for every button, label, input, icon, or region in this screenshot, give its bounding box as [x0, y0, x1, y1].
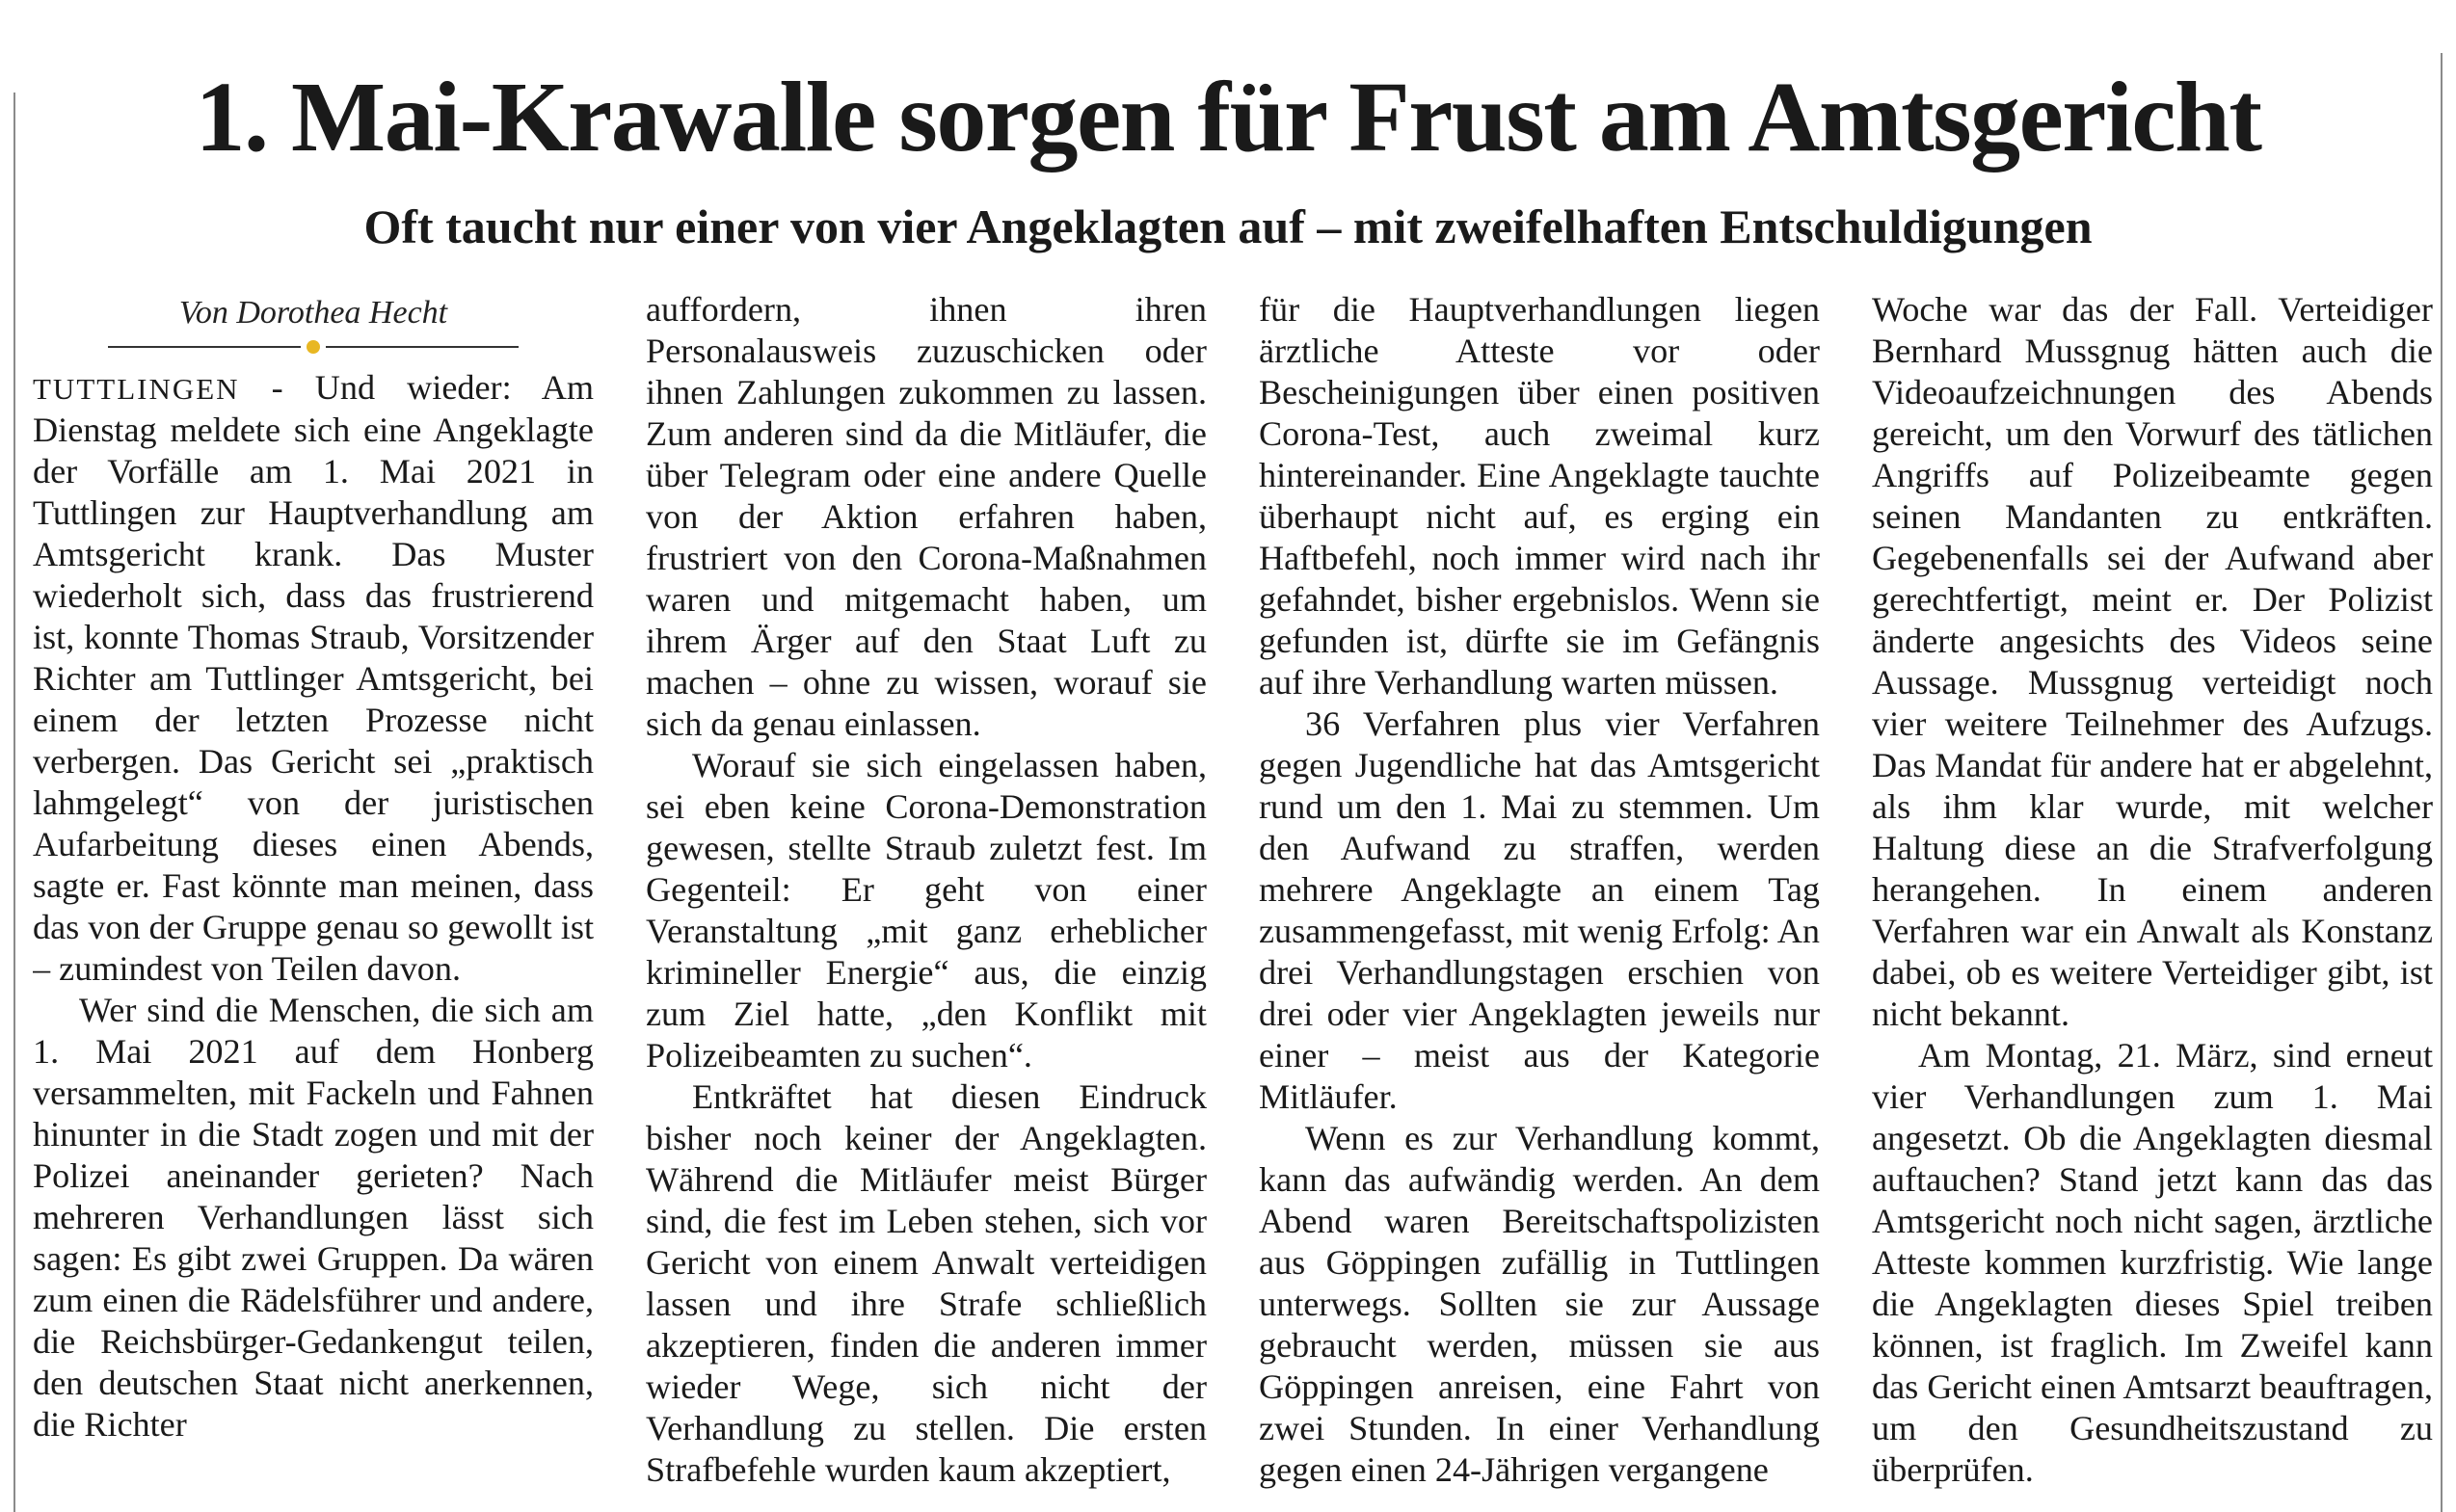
left-column-rule	[13, 93, 15, 1512]
byline-divider-left	[108, 346, 301, 348]
paragraph: Wer sind die Menschen, die sich am 1. Mai 2021 auf dem Honberg versammelten, mit Fackeln und Fahnen hinunter in die Stadt zogen und mit der Polizei aneinander gerieten? Nach mehreren Verhandlungen lässt sich sagen: Es gibt zwei Gruppen. Da wären zum einen die Rädelsführer und andere, die Reichsbürger-Gedankengut teilen, den deutschen Staat nicht anerkennen, die Richter	[33, 991, 594, 1444]
dateline: TUTTLINGEN	[33, 372, 240, 406]
paragraph: 36 Verfahren plus vier Verfahren gegen Jugendliche hat das Amtsgericht rund um den 1. Mai zu stemmen. Um den Aufwand zu straffen, werden mehrere Angeklagte an einem Tag zusammengefasst, mit wenig Erfolg: An drei Verhandlungstagen erschien von drei oder vier Angeklagten jeweils nur einer – meist aus der Kategorie Mitläufer.	[1259, 704, 1820, 1116]
byline: Von Dorothea Hecht	[178, 295, 448, 331]
paragraph-text: - Und wieder: Am Dienstag meldete sich eine Angeklagte der Vorfälle am 1. Mai 2021 in Tuttlingen zur Hauptverhandlung am Amtsgericht krank. Das Muster wiederholt sich, dass das frustrierend ist, konnte Thomas Straub, Vorsitzender Richter am Tuttlinger Amtsgericht, bei einem der letzten Prozesse nicht verbergen. Das Gericht sei „praktisch lahmgelegt“ von der juristischen Aufarbeitung dieses einen Abends, sagte er. Fast könnte man meinen, dass das von der Gruppe genau so gewollt ist – zumindest von Teilen davon.	[33, 368, 595, 988]
headline: 1. Mai-Krawalle sorgen für Frust am Amtsgericht	[195, 62, 2261, 172]
subheadline: Oft taucht nur einer von vier Angeklagten auf – mit zweifelhaften Entschuldigungen	[363, 199, 2093, 253]
paragraph: Worauf sie sich eingelassen haben, sei eben keine Corona-Demonstration gewesen, stellte Straub zuletzt fest. Im Gegenteil: Er geht von einer Veranstaltung „mit ganz erheblicher krimineller Energie“ aus, die einzig zum Ziel hatte, „den Konflikt mit Polizeibeamten zu suchen“.	[646, 746, 1207, 1074]
right-column-rule	[2441, 53, 2443, 1512]
column-2	[646, 289, 1207, 1512]
article-columns	[33, 289, 2433, 1512]
byline-divider	[33, 332, 594, 359]
paragraph: für die Hauptverhandlungen liegen ärztliche Atteste vor oder Bescheinigungen über einen positiven Corona-Test, auch zweimal kurz hintereinander. Eine Angeklagte tauchte überhaupt nicht auf, es erging ein Haftbefehl, noch immer wird nach ihr gefahndet, bisher ergebnislos. Wenn sie gefunden ist, dürfte sie im Gefängnis auf ihre Verhandlung warten müssen.	[1259, 290, 1820, 702]
paragraph: Woche war das der Fall. Verteidiger Bernhard Mussgnug hätten auch die Videoaufzeichnungen des Abends gereicht, um den Vorwurf des tätlichen Angriffs auf Polizeibeamte gegen seinen Mandanten zu entkräften. Gegebenenfalls sei der Aufwand aber gerechtfertigt, meint er. Der Polizist änderte angesichts des Videos seine Aussage. Mussgnug verteidigt noch vier weitere Teilnehmer des Aufzugs. Das Mandat für andere hat er abgelehnt, als ihm klar wurde, mit welcher Haltung diese an die Strafverfolgung herangehen. In einem anderen Verfahren war ein Anwalt als Konstanz dabei, ob es weitere Verteidiger gibt, ist nicht bekannt.	[1872, 290, 2433, 1033]
paragraph: Wenn es zur Verhandlung kommt, kann das aufwändig werden. An dem Abend waren Bereitschaftspolizisten aus Göppingen zufällig in Tuttlingen unterwegs. Sollten sie zur Aussage gebraucht werden, müssen sie aus Göppingen anreisen, eine Fahrt von zwei Stunden. In einer Verhandlung gegen einen 24-Jährigen vergangene	[1259, 1119, 1820, 1489]
column-3	[1259, 289, 1820, 1512]
column-1	[33, 289, 594, 1512]
paragraph: auffordern, ihnen ihren Personalausweis zuzuschicken oder ihnen Zahlungen zukommen zu lassen. Zum anderen sind da die Mitläufer, die über Telegram oder eine andere Quelle von der Aktion erfahren haben, frustriert von den Corona-Maßnahmen waren und mitgemacht haben, um ihrem Ärger auf den Staat Luft zu machen – ohne zu wissen, worauf sie sich da genau einlassen.	[646, 290, 1207, 743]
paragraph	[33, 367, 594, 990]
byline-divider-dot	[307, 340, 320, 354]
paragraph: Am Montag, 21. März, sind erneut vier Verhandlungen zum 1. Mai angesetzt. Ob die Angeklagten diesmal auftauchen? Stand jetzt kann das das Amtsgericht noch nicht sagen, ärztliche Atteste kommen kurzfristig. Wie lange die Angeklagten dieses Spiel treiben können, ist fraglich. Im Zweifel kann das Gericht einen Amtsarzt beauftragen, um den Gesundheitszustand zu überprüfen.	[1872, 1036, 2433, 1489]
paragraph: Entkräftet hat diesen Eindruck bisher noch keiner der Angeklagten. Während die Mitläufer meist Bürger sind, die fest im Leben stehen, sich vor Gericht von einem Anwalt verteidigen lassen und ihre Strafe schließlich akzeptieren, finden die anderen immer wieder Wege, sich nicht der Verhandlung zu stellen. Die ersten Strafbefehle wurden kaum akzeptiert,	[646, 1077, 1207, 1489]
column-4	[1872, 289, 2433, 1512]
byline-divider-right	[326, 346, 519, 348]
